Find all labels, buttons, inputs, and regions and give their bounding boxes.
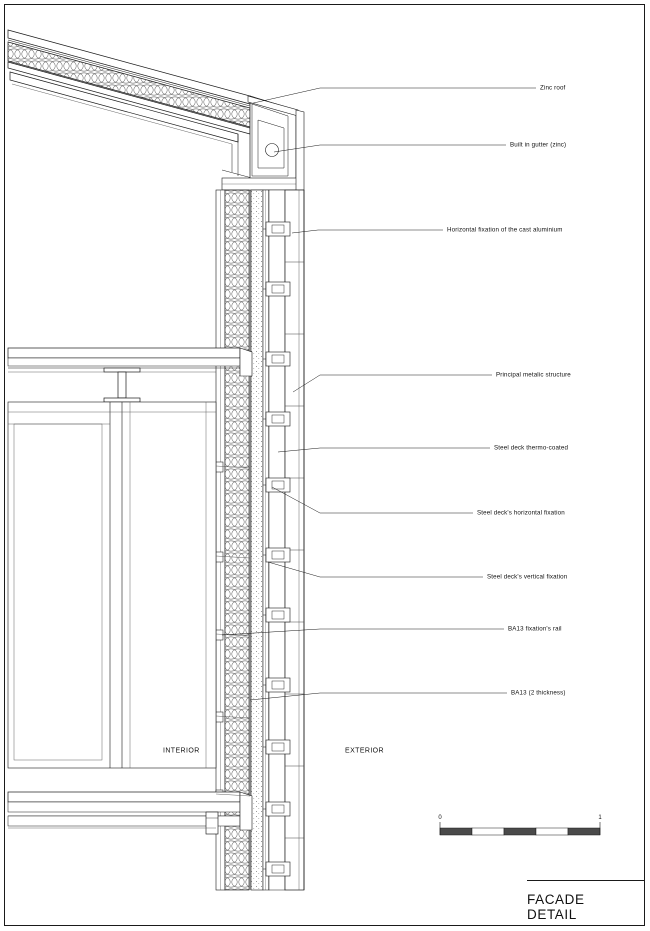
callout-leader (293, 375, 492, 392)
scale-bar-segment (536, 828, 568, 835)
callout-label: Zinc roof (540, 84, 566, 92)
callout-leader (278, 448, 490, 452)
scale-bar-segment (440, 828, 472, 835)
callout-leader (292, 230, 443, 233)
scale-bar-segment (472, 828, 504, 835)
scale-bar-segment (504, 828, 536, 835)
title-block (527, 880, 645, 927)
scale-bar-segment (568, 828, 600, 835)
page-title: FACADE DETAIL (527, 892, 585, 922)
scale-bar-graphic (440, 822, 600, 835)
callout-label: Built in gutter (zinc) (510, 141, 567, 149)
zone-label-interior: INTERIOR (163, 747, 200, 755)
callout-leader (274, 145, 506, 152)
callout-label: BA13 (2 thickness) (511, 689, 566, 697)
callout-leader (249, 88, 536, 104)
callout-label: Steel deck's vertical fixation (487, 573, 568, 581)
callout-label: Horizontal fixation of the cast aluminium (447, 226, 563, 234)
callout-label: Steel deck thermo-coated (494, 444, 569, 452)
zone-label-exterior: EXTERIOR (345, 747, 384, 755)
callout-label: BA13 fixation's rail (508, 625, 562, 633)
callout-label: Steel deck's horizontal fixation (477, 509, 565, 517)
scale-bar-start-label: 0 (438, 815, 442, 821)
callout-label: Principal metalic structure (496, 371, 571, 379)
scale-bar-end-label: 1 (598, 815, 602, 821)
